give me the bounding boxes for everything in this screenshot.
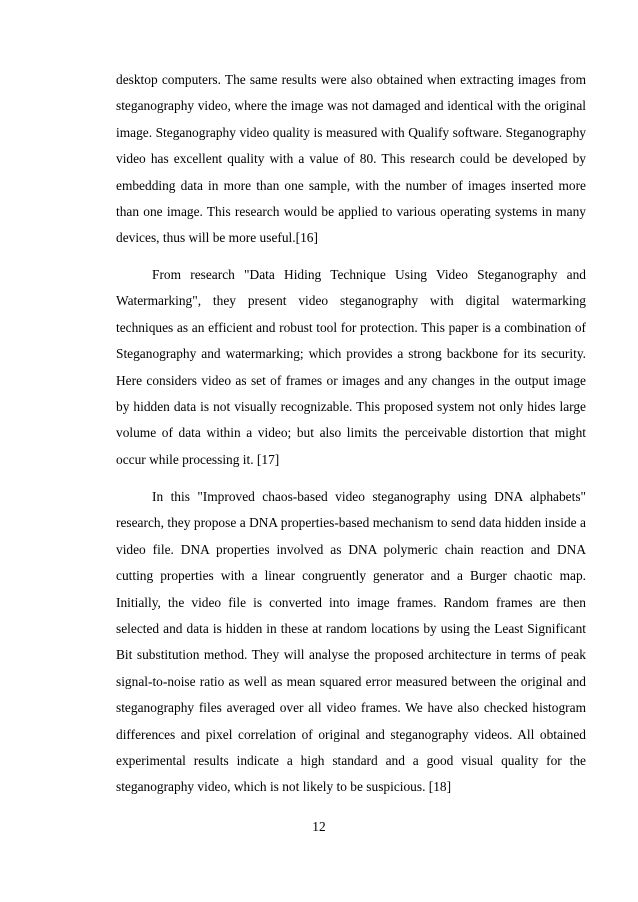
page-number: 12 (312, 819, 326, 834)
paragraph-data-hiding-watermarking: From research "Data Hiding Technique Using Video Steganography and Watermarking", they present video steganography with digital watermarking techniques as an efficient and robust tool for protection. This paper is a combination of Steganography and watermarking; which provides a strong backbone for its security. Here considers video as set of frames or images and any changes in the output image by hidden data is not visually recognizable. This proposed system not only hides large volume of data within a video; but also limits the perceivable distortion that might occur while processing it. [17] (116, 267, 586, 467)
paragraph-chaos-dna-steganography: In this "Improved chaos-based video steganography using DNA alphabets" research, they propose a DNA properties-based mechanism to send data hidden inside a video file. DNA properties involved as DNA polymeric chain reaction and DNA cutting properties with a linear congruently generator and a Burger chaotic map. Initially, the video file is converted into image frames. Random frames are then selected and data is hidden in these at random locations by using the Least Significant Bit substitution method. They will analyse the proposed architecture in terms of peak signal-to-noise ratio as well as mean squared error measured between the original and steganography files averaged over all video frames. We have also checked histogram differences and pixel correlation of original and steganography videos. All obtained experimental results indicate a high standard and a good visual quality for the steganography video, which is not likely to be suspicious. [18] (116, 489, 586, 795)
paragraph-continuation: desktop computers. The same results were also obtained when extracting images from steganography video, where the image was not damaged and identical with the original image. Steganography video quality is measured with Qualify software. Steganography video has excellent quality with a value of 80. This research could be developed by embedding data in more than one sample, with the number of images inserted more than one image. This research would be applied to various operating systems in many devices, thus will be more useful.[16] (116, 72, 586, 246)
